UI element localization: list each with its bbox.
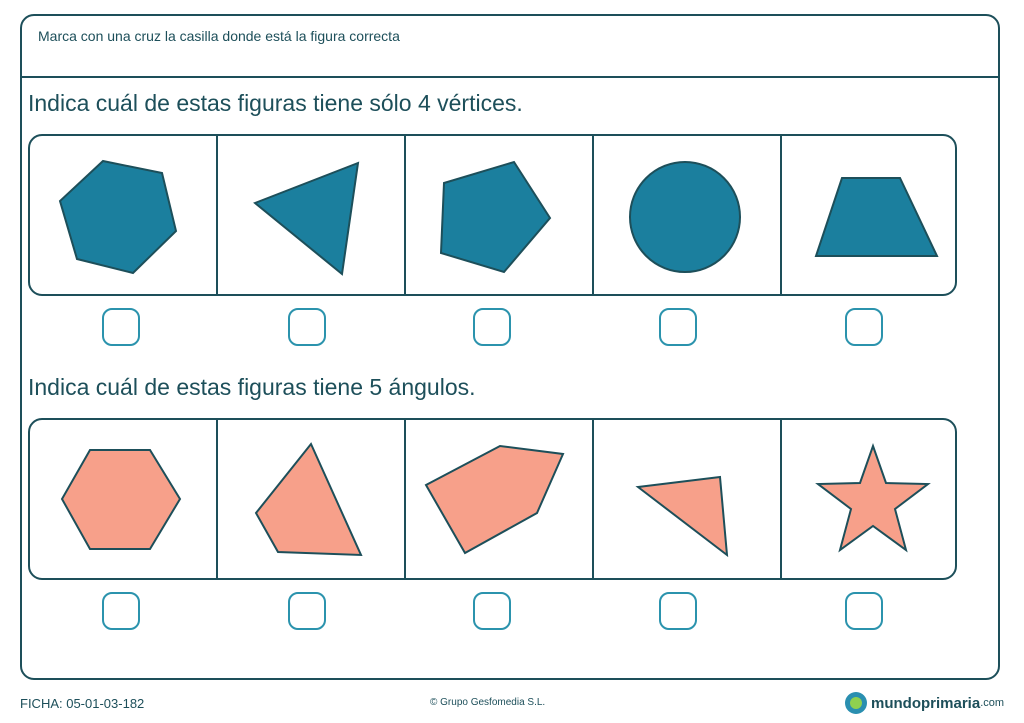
worksheet-header (22, 16, 998, 78)
triangle-shape (594, 420, 780, 578)
checkbox-row-2 (28, 590, 957, 632)
answer-checkbox[interactable] (288, 592, 326, 630)
answer-checkbox[interactable] (845, 592, 883, 630)
star-shape (782, 420, 957, 578)
answer-checkbox[interactable] (473, 592, 511, 630)
globe-icon (845, 692, 867, 714)
shape-cell (218, 136, 406, 294)
site-logo[interactable] (845, 690, 1004, 716)
pentagon-shape (406, 420, 592, 578)
shape-cell (406, 420, 594, 578)
shape-cell (782, 136, 957, 294)
answer-checkbox[interactable] (473, 308, 511, 346)
pentagon-shape (406, 136, 592, 294)
shape-cell (30, 420, 218, 578)
answer-checkbox[interactable] (288, 308, 326, 346)
shape-cell (594, 136, 782, 294)
logo-suffix: .com (980, 697, 1005, 709)
quadrilateral-shape (218, 420, 404, 578)
instruction-text: Marca con una cruz la casilla donde está la figura correcta (38, 28, 400, 44)
shape-cell (594, 420, 782, 578)
answer-checkbox[interactable] (659, 592, 697, 630)
shape-cell (218, 420, 406, 578)
checkbox-row-1 (28, 306, 957, 348)
ficha-code: FICHA: 05-01-03-182 (20, 696, 145, 711)
shape-cell (406, 136, 594, 294)
answer-checkbox[interactable] (845, 308, 883, 346)
answer-checkbox[interactable] (102, 592, 140, 630)
trapezoid-shape (782, 136, 957, 294)
question-1-text: Indica cuál de estas figuras tiene sólo 4 vértices. (28, 90, 523, 116)
shape-cell (30, 136, 218, 294)
shapes-row-2 (28, 418, 957, 580)
triangle-shape (218, 136, 404, 294)
circle-shape (594, 136, 780, 294)
logo-name: mundoprimaria (871, 694, 981, 712)
answer-checkbox[interactable] (102, 308, 140, 346)
shape-cell (782, 420, 957, 578)
hexagon-shape (30, 136, 216, 294)
hexagon-shape (30, 420, 216, 578)
question-2-text: Indica cuál de estas figuras tiene 5 ángulos. (28, 374, 476, 400)
answer-checkbox[interactable] (659, 308, 697, 346)
shapes-row-1 (28, 134, 957, 296)
copyright-text: © Grupo Gesfomedia S.L. (430, 697, 546, 708)
